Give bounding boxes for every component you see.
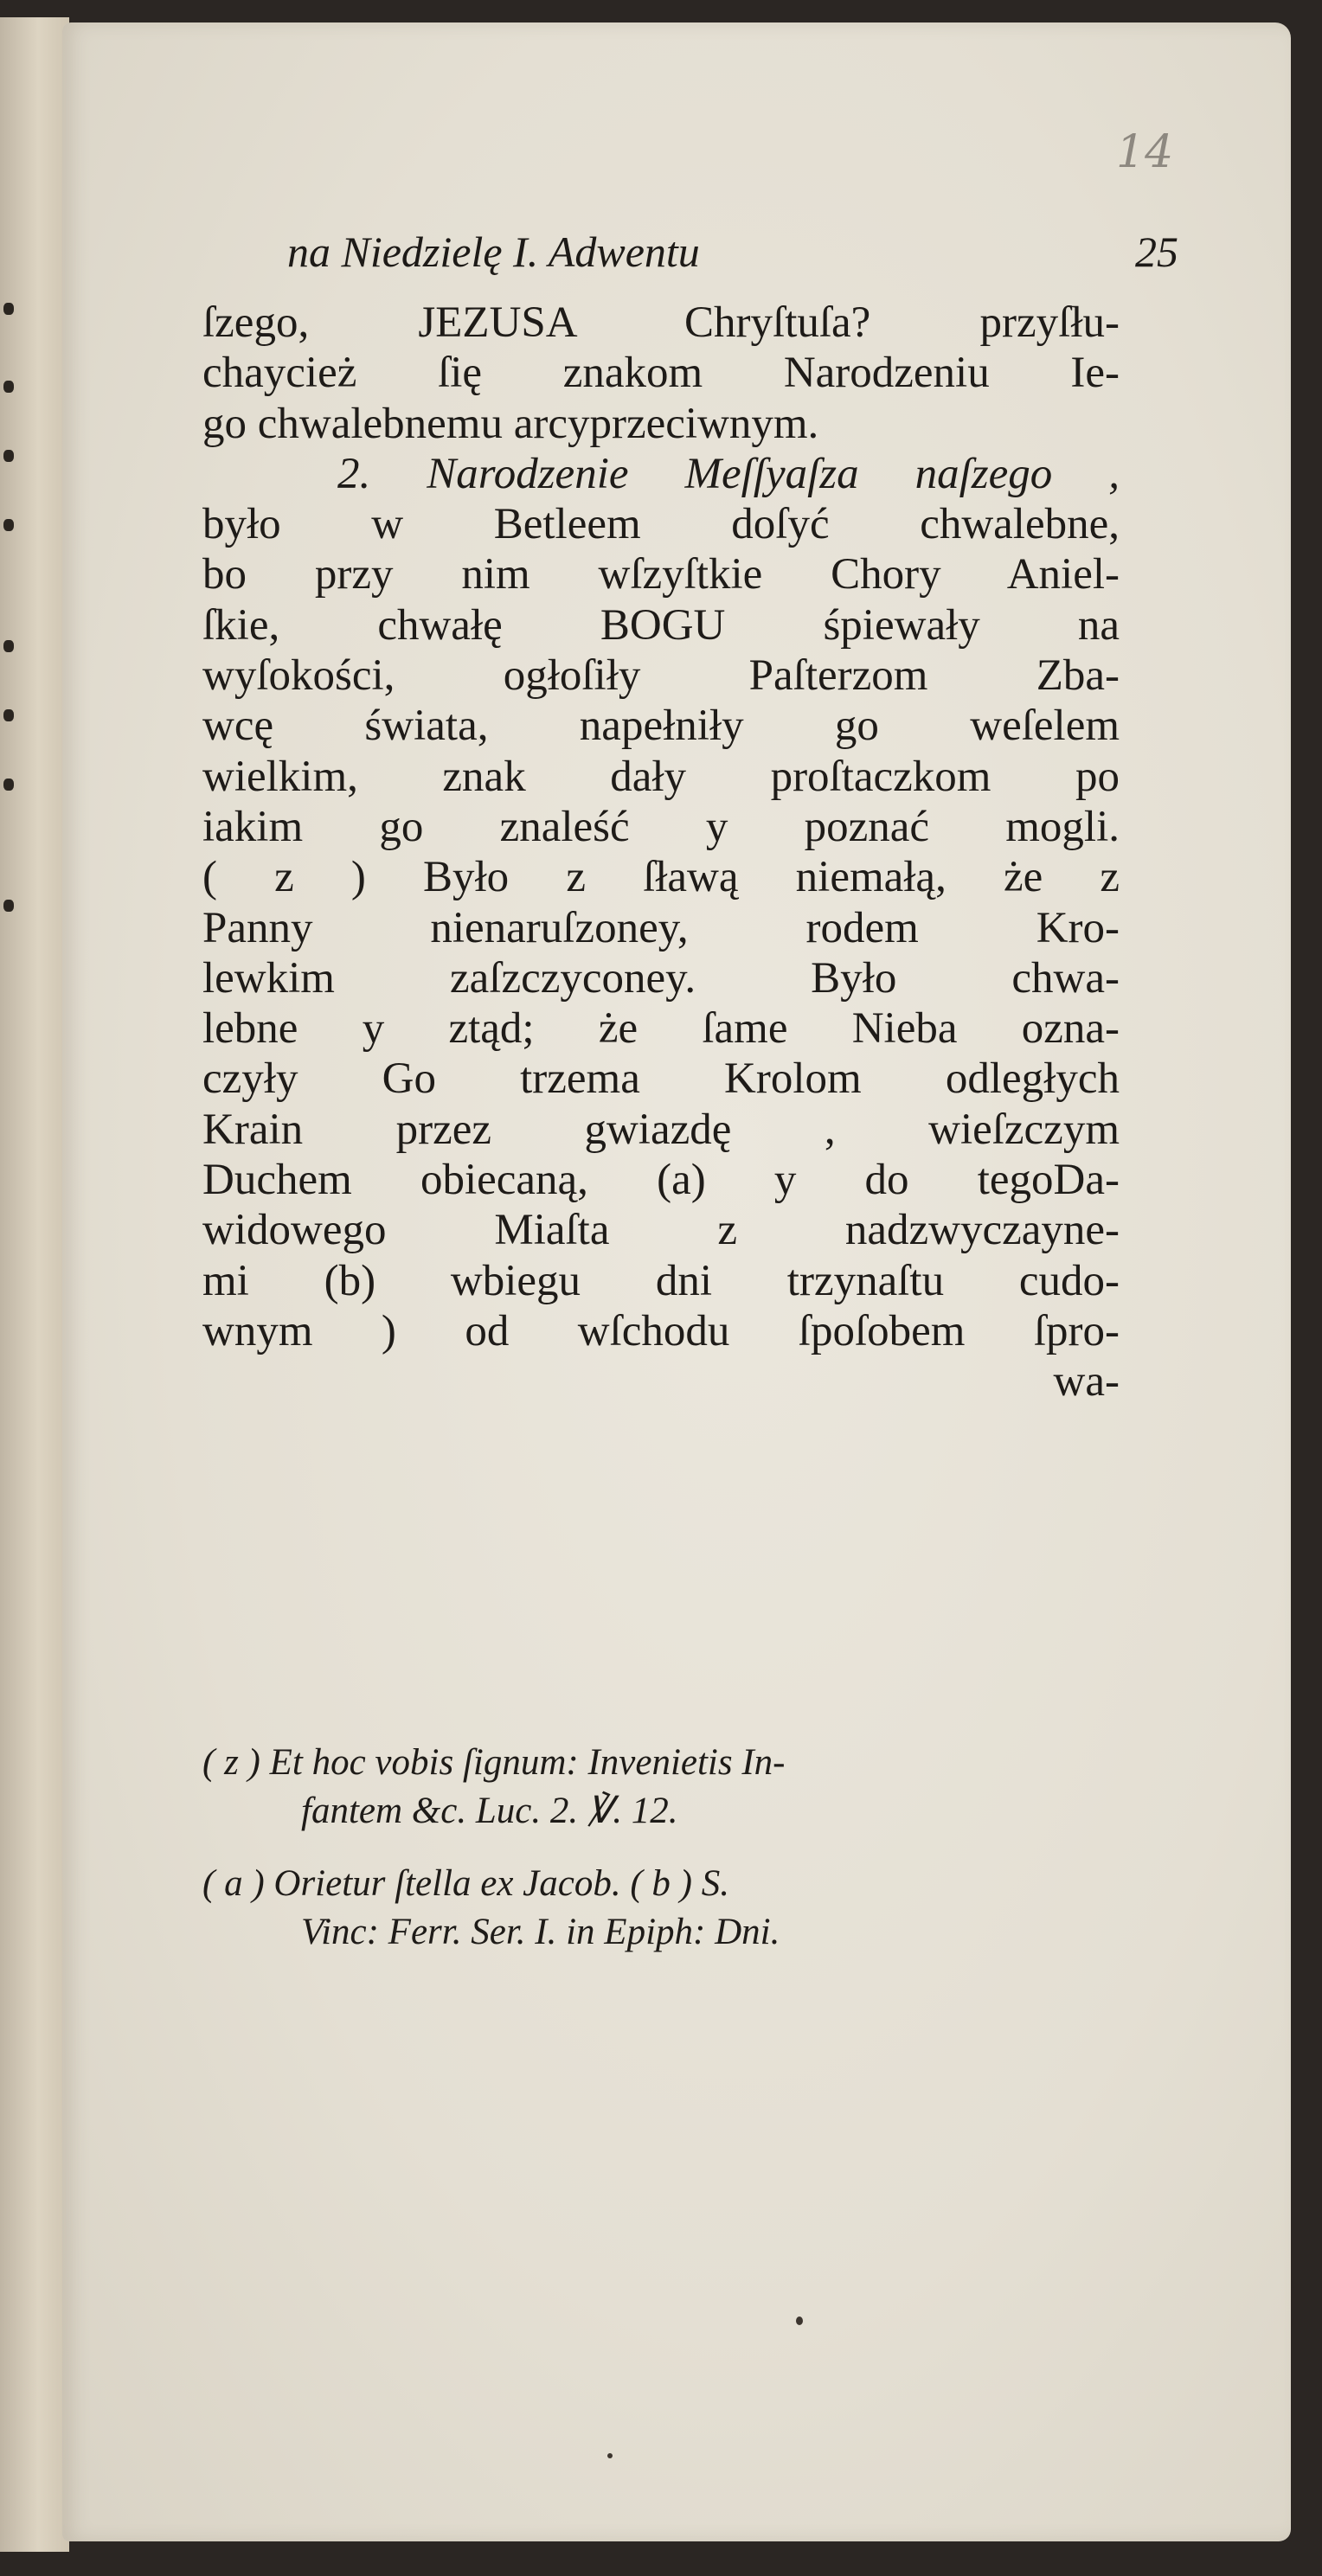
- text-line: wielkim, znak dały proſtaczkom po: [202, 752, 1120, 801]
- text-line: wyſokości, ogłoſiły Paſterzom Zba-: [202, 651, 1120, 701]
- text-line: chaycież ſię znakom Narodzeniu Ie-: [202, 349, 1120, 398]
- page-header: [287, 227, 1178, 282]
- running-title: na Niedzielę I. Adwentu: [287, 227, 700, 276]
- text-line: ſkie, chwałę BOGU śpiewały na: [202, 600, 1120, 650]
- text-line: Panny nienaruſzoney, rodem Kro-: [202, 903, 1120, 952]
- text-line: ſzego, JEZUSA Chryſtuſa? przyſłu-: [202, 298, 1120, 347]
- footnotes: [202, 1739, 1120, 1957]
- text-line: go chwalebnemu arcyprzeciwnym.: [202, 399, 819, 448]
- ink-mark: [3, 519, 14, 531]
- ink-speck: [607, 2453, 613, 2458]
- book-page: [62, 22, 1291, 2541]
- catchword: wa-: [1053, 1357, 1120, 1407]
- text-line: ( z ) Było z ſławą niemałą, że z: [202, 853, 1120, 902]
- ink-mark: [3, 709, 14, 721]
- ink-speck: [796, 2316, 803, 2325]
- text-line: widowego Miaſta z nadzwyczayne-: [202, 1206, 1120, 1255]
- footnote-line: ( a ) Orietur ſtella ex Jacob. ( b ) S.: [202, 1863, 729, 1904]
- folio-number: 14: [1116, 126, 1174, 178]
- text-line: Duchem obiecaną, (a) y do tegoDa-: [202, 1156, 1120, 1205]
- text-line: Krain przez gwiazdę , wieſzczym: [202, 1105, 1120, 1154]
- ink-mark: [3, 450, 14, 462]
- text-line: lebne y ztąd; że ſame Nieba ozna-: [202, 1004, 1120, 1054]
- footnote-line: Vinc: Ferr. Ser. I. in Epiph: Dni.: [301, 1912, 780, 1952]
- body-text: [202, 298, 1120, 1407]
- ink-mark: [3, 381, 14, 393]
- text-line: 2. Narodzenie Meſſyaſza naſzego ,: [337, 449, 1120, 498]
- left-page-edge: [0, 17, 69, 2552]
- text-line: wnym ) od wſchodu ſpoſobem ſpro-: [202, 1306, 1120, 1355]
- footnote-line: ( z ) Et hoc vobis ſignum: Invenietis In-: [202, 1742, 786, 1783]
- text-line: wcę świata, napełniły go weſelem: [202, 702, 1120, 751]
- text-line: czyły Go trzema Krolom odległych: [202, 1054, 1120, 1104]
- text-line: lewkim zaſzczyconey. Było chwa-: [202, 953, 1120, 1003]
- text-line: iakim go znaleść y poznać mogli.: [202, 802, 1120, 851]
- footnote-line: fantem &c. Luc. 2. ℣. 12.: [301, 1791, 678, 1831]
- text-line: bo przy nim wſzyſtkie Chory Aniel-: [202, 550, 1120, 599]
- ink-mark: [3, 900, 14, 912]
- ink-mark: [3, 779, 14, 791]
- text-line: mi (b) wbiegu dni trzynaſtu cudo-: [202, 1256, 1120, 1305]
- page-number: 25: [1135, 227, 1178, 276]
- ink-mark: [3, 303, 14, 315]
- text-line: było w Betleem doſyć chwalebne,: [202, 500, 1120, 549]
- ink-mark: [3, 640, 14, 652]
